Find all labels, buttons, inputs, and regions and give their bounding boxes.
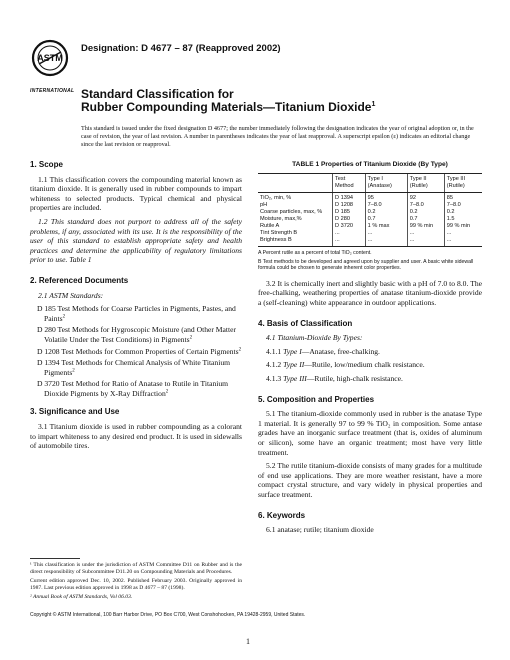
section-heading-keywords: 6. Keywords <box>258 510 306 520</box>
table-note-b: B Test methods to be developed and agreed upon by supplier and user. A basic white sidewall formula could be chosen to generate inherent color properties. <box>258 259 474 272</box>
reference-item: D 1394 Test Methods for Chemical Analysis of White Titanium Pigments$^2$ <box>37 358 231 377</box>
keywords-paragraph: 6.1 anatase; rutile; titanium dioxide <box>266 525 374 535</box>
section-heading-significance: 3. Significance and Use <box>30 407 120 417</box>
footnote-1: ¹ This classification is under the jurisdiction of ASTM Committee D11 on Rubber and is the direct responsibility of Subcommittee D11.20 on Compounding Materials and Procedures. <box>30 562 242 575</box>
section-heading-scope: 1. Scope <box>30 160 63 169</box>
title-line-1: Standard Classification for <box>81 87 234 101</box>
title-line-2: Rubber Compounding Materials—Titanium Dioxide <box>81 100 372 114</box>
table-row: pH D 1208 7–8.0 7–8.0 7–8.0 <box>258 202 482 209</box>
table-header-cell: Type III (Rutile) <box>444 173 482 192</box>
significance-paragraph-2: 3.2 It is chemically inert and slightly basic with a pH of 7.0 to 8.0. The free-chalking, weathering properties of anatase titanium-dioxide provide a (self-cleaning) white appearance in outdoor applications. <box>258 278 482 307</box>
page-number: 1 <box>246 637 250 646</box>
properties-table <box>258 173 482 247</box>
basis-paragraph-1: 4.1 Titanium-Dioxide By Types: <box>266 333 363 343</box>
document-title <box>81 88 375 114</box>
table-header-row <box>258 173 482 192</box>
reference-item: D 3720 Test Method for Ratio of Anatase to Rutile in Titanium Dioxide Pigments by X-Ray Diffraction$^2$ <box>37 379 229 398</box>
logo-subtitle: INTERNATIONAL <box>30 88 75 94</box>
reference-item: D 185 Test Methods for Coarse Particles in Pigments, Pastes, and Paints$^2$ <box>37 304 236 323</box>
basis-item: 4.1.2 Type II—Rutile, low/medium chalk resistance. <box>266 360 425 370</box>
referenced-subheading: 2.1 ASTM Standards: <box>38 290 104 300</box>
section-heading-basis: 4. Basis of Classification <box>258 318 353 328</box>
section-heading-composition: 5. Composition and Properties <box>258 394 375 404</box>
composition-paragraph-2: 5.2 The rutile titanium-dioxide consists of many grades for a multitude of end use applications. They are more weather resistant, have a more compact crystal structure, and vary widely in physical properties and surface treatment. <box>258 461 482 499</box>
significance-paragraph-1: 3.1 Titanium dioxide is used in rubber compounding as a colorant to impart whiteness to any desired end product. It is used in sidewalls of automobile tires. <box>30 422 242 451</box>
footnote-1-continued: Current edition approved Dec. 10, 2002. Published February 2003. Originally approved in 1987. Last previous edition approved in 1998 as D 4677 – 87 (1998). <box>30 578 242 591</box>
left-column <box>30 160 242 455</box>
copyright-line: Copyright © ASTM International, 100 Barr Harbor Drive, PO Box C700, West Conshohocken, PA 19428-2959, United States. <box>30 612 306 618</box>
table-row: Brightness B ... ... ... ... <box>258 237 482 247</box>
title-footnote-mark: 1 <box>371 101 376 108</box>
table-row: Coarse particles, max, % D 185 0.2 0.2 0.2 <box>258 209 482 216</box>
footnote-divider <box>30 558 80 559</box>
reference-item: D 280 Test Methods for Hygroscopic Moisture (and Other Matter Volatile Under the Test Conditions) in Pigments$^2$ <box>37 325 237 344</box>
designation: Designation: D 4677 – 87 (Reapproved 2002) <box>81 43 281 54</box>
logo-text: ASTM <box>37 53 63 63</box>
section-heading-referenced: 2. Referenced Documents <box>30 275 129 285</box>
table-header-cell: Type II (Rutile) <box>407 173 444 192</box>
composition-paragraph-1: 5.1 The titanium-dioxide commonly used in rubber is the anatase Type 1 material. It is generally 97 to 99 % TiO₂ in composition. Some antase grades have an inorganic surface treatment (that is, oxides of aluminum or silicon), some have an organic treatment; most have very little treatment. <box>258 409 482 457</box>
basis-item: 4.1.1 Type I—Anatase, free-chalking. <box>266 346 380 356</box>
table-header-cell: Type I (Anatase) <box>365 173 407 192</box>
right-column <box>258 160 482 539</box>
table-caption: TABLE 1 Properties of Titanium Dioxide (By Type) <box>292 161 448 168</box>
footnote-2: ² Annual Book of ASTM Standards, Vol 06.03. <box>30 594 133 600</box>
scope-paragraph-2: 1.2 This standard does not purport to address all of the safety problems, if any, associated with its use. It is the responsibility of the user of this standard to establish appropriate safety and health practices and determine the applicability of regulatory limitations prior to use. Table 1 <box>30 216 242 265</box>
table-header-cell <box>258 173 333 192</box>
footnotes <box>30 562 242 603</box>
scope-paragraph-1: 1.1 This classification covers the compounding material known as titanium dioxide. It is generally used in rubber compounds to impart whiteness to selected products. Typical chemical and physical properties are included. <box>30 174 242 213</box>
table-row: Rutile A D 3720 1 % max 99 % min 99 % min <box>258 223 482 230</box>
table-row: Moisture, max,% D 280 0.7 0.7 1.5 <box>258 216 482 223</box>
astm-logo-icon <box>30 38 70 86</box>
basis-item: 4.1.3 Type III—Rutile, high-chalk resistance. <box>266 373 403 383</box>
standard-note: This standard is issued under the fixed designation D 4677; the number immediately following the designation indicates the year of original adoption or, in the case of revision, the year of last revision. A number in parentheses indicates the year of last reapproval. A superscript epsilon (ε) indicates an editorial change since the last revision or reapproval. <box>81 125 474 148</box>
table-row: Tint Strength B ... ... ... ... <box>258 230 482 237</box>
table-note-a: A Percent rutile as a percent of total TiO₂ content. <box>258 249 372 256</box>
reference-item: D 1208 Test Methods for Common Properties of Certain Pigments$^2$ <box>37 346 242 356</box>
table-header-cell: Test Method <box>333 173 366 192</box>
table-row: TiO₂, min, % D 1394 95 92 85 <box>258 192 482 202</box>
